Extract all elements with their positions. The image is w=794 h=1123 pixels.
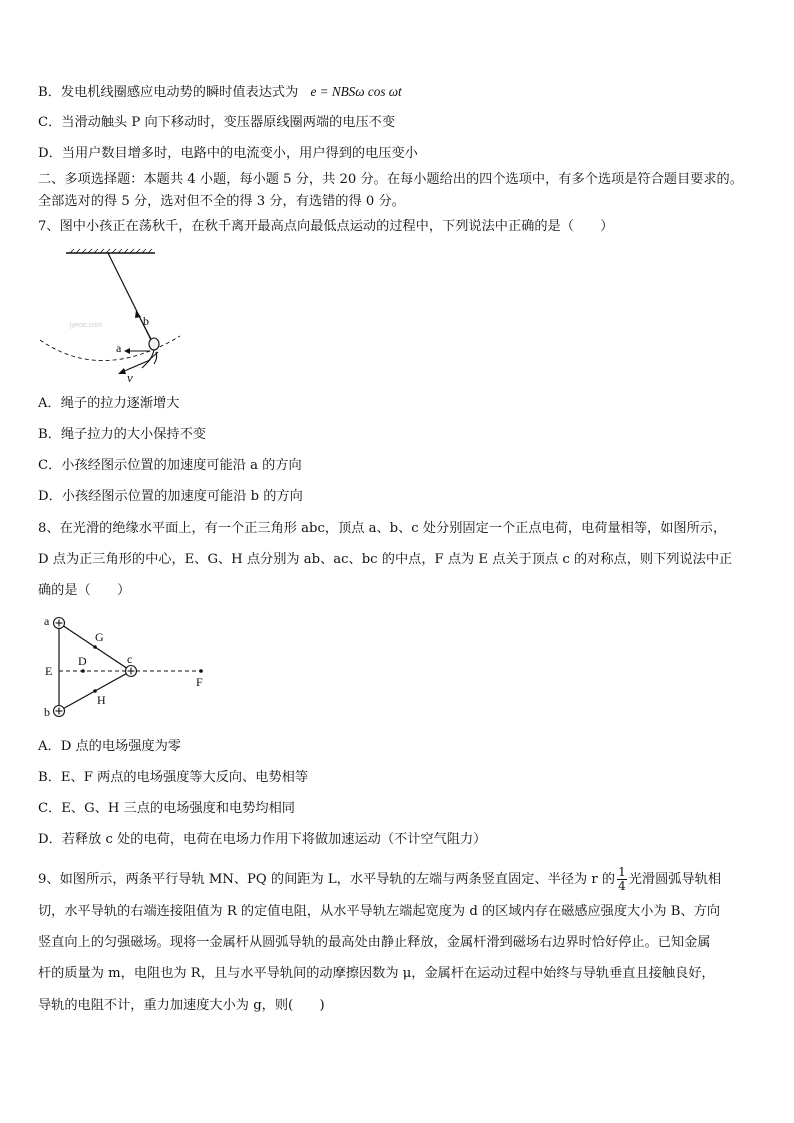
- label-d: D: [78, 654, 87, 668]
- q8-option-d: D．若释放 c 处的电荷，电荷在电场力作用下将做加速运动（不计空气阻力）: [38, 832, 487, 847]
- label-f: F: [196, 675, 203, 689]
- q7-option-b: B．绳子拉力的大小保持不变: [38, 427, 206, 442]
- label-c: c: [127, 652, 133, 666]
- label-a: a: [116, 341, 122, 355]
- charge-b-icon: [54, 706, 65, 717]
- q7-option-d: D．小孩经图示位置的加速度可能沿 b 的方向: [38, 489, 303, 504]
- q9-stem-3: 竖直向上的匀强磁场。现将一金属杆从圆弧导轨的最高处由静止释放，金属杆滑到磁场右边界时恰好停止。已知金属: [38, 935, 711, 950]
- swing-figure: [30, 248, 190, 388]
- label-g: G: [95, 630, 104, 644]
- option-d-line: D．当用户数目增多时，电路中的电流变小，用户得到的电压变小: [38, 146, 418, 161]
- option-c-line: C．当滑动触头 P 向下移动时，变压器原线圈两端的电压不变: [38, 115, 396, 130]
- q7-option-a: A．绳子的拉力逐渐增大: [38, 396, 180, 411]
- q9-stem-1b: 光滑圆弧导轨相: [628, 872, 722, 887]
- section-header-line-2: 全部选对的得 5 分，选对但不全的得 3 分，有选错的得 0 分。: [38, 194, 405, 209]
- q8-option-a: A．D 点的电场强度为零: [38, 739, 181, 754]
- q9-stem-4: 杆的质量为 m，电阻也为 R，且与水平导轨间的动摩擦因数为 μ，金属杆在运动过程中始终与导轨垂直且接触良好，: [38, 966, 715, 981]
- q7-stem: 7、图中小孩正在荡秋千，在秋千离开最高点向最低点运动的过程中，下列说法中正确的是（ ）: [38, 219, 614, 234]
- option-b-text: B．发电机线圈感应电动势的瞬时值表达式为: [38, 85, 299, 100]
- q9-stem-2: 切，水平导轨的右端连接阻值为 R 的定值电阻，从水平导轨左端起宽度为 d 的区域内存在磁感应强度大小为 B、方向: [38, 904, 721, 919]
- triangle-charges-figure: [36, 608, 226, 722]
- label-h: H: [97, 693, 106, 707]
- q9-stem-5: 导轨的电阻不计，重力加速度大小为 g，则( ): [38, 998, 325, 1013]
- option-b-formula: e = NBSω cos ωt: [310, 84, 402, 99]
- q8-stem-2: D 点为正三角形的中心，E、G、H 点分别为 ab、ac、bc 的中点，F 点为 E 点关于顶点 c 的对称点，则下列说法中正: [38, 552, 733, 567]
- q8-stem-1: 8、在光滑的绝缘水平面上，有一个正三角形 abc，顶点 a、b、c 处分别固定一个正点电荷，电荷量相等，如图所示，: [38, 521, 727, 536]
- label-b: b: [44, 705, 50, 719]
- q8-stem-3: 确的是（ ）: [38, 583, 131, 598]
- fraction-quarter: [617, 866, 627, 893]
- child-on-swing-icon: [142, 338, 159, 368]
- label-b: b: [143, 314, 149, 328]
- point-d-dot: [81, 669, 85, 673]
- charge-a-icon: [54, 618, 65, 629]
- q8-option-b: B．E、F 两点的电场强度等大反向、电势相等: [38, 770, 309, 785]
- label-a: a: [44, 614, 50, 628]
- option-b-line: [38, 83, 402, 102]
- q9-stem-1a: 9、如图所示，两条平行导轨 MN、PQ 的间距为 L，水平导轨的左端与两条竖直固定、半径为 r 的: [38, 872, 616, 887]
- frac-den: 4: [618, 879, 626, 893]
- frac-num: 1: [618, 865, 626, 879]
- q9-stem-1: [38, 866, 721, 893]
- label-e: E: [45, 664, 53, 678]
- section-header-line-1: 二、多项选择题：本题共 4 小题，每小题 5 分，共 20 分。在每小题给出的四个选项中，有多个选项是符合题目要求的。: [38, 172, 743, 187]
- point-f-dot: [199, 669, 203, 673]
- q7-option-c: C．小孩经图示位置的加速度可能沿 a 的方向: [38, 458, 302, 473]
- label-v: v: [127, 370, 133, 385]
- watermark-text: jyeoo.com: [70, 322, 102, 329]
- q8-option-c: C．E、G、H 三点的电场强度和电势均相同: [38, 801, 295, 816]
- charge-c-icon: [126, 666, 137, 677]
- point-g-dot: [93, 645, 97, 649]
